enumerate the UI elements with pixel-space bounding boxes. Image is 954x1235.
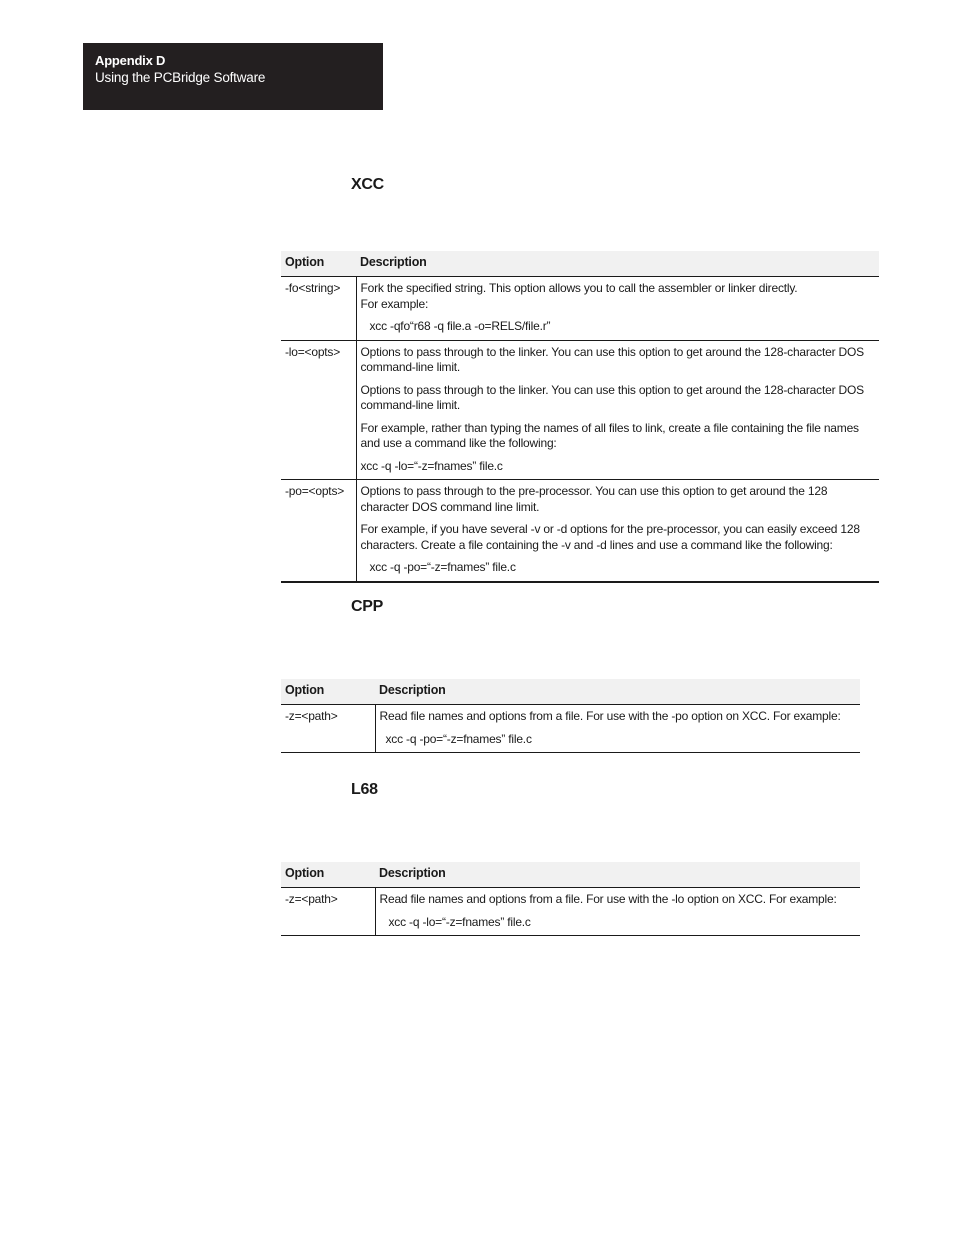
column-header-description: Description xyxy=(375,679,860,705)
option-name: -z=<path> xyxy=(281,705,375,753)
table-row xyxy=(281,277,879,341)
table-header-row xyxy=(281,251,879,277)
option-description xyxy=(375,705,860,753)
table-row xyxy=(281,480,879,582)
command-example: xcc -qfo“r68 -q file.a -o=RELS/file.r” xyxy=(369,319,551,333)
appendix-header xyxy=(83,43,383,110)
section-title-cpp: CPP xyxy=(351,598,383,615)
table-header-row xyxy=(281,862,860,888)
description-text: For example: xyxy=(360,296,429,311)
description-text: For example, if you have several -v or -d options for the pre-processor, you can easily exceed 128 characters. Create a file containing the -v and -d lines and use a command like the following: xyxy=(360,522,860,552)
table-row xyxy=(281,705,860,753)
option-name: -po=<opts> xyxy=(281,480,356,582)
column-header-description: Description xyxy=(356,251,879,277)
option-name: -z=<path> xyxy=(281,888,375,936)
command-example: xcc -q -lo=“-z=fnames” file.c xyxy=(388,914,531,929)
description-text: Options to pass through to the linker. You can use this option to get around the 128-character DOS command-line limit. xyxy=(360,344,864,374)
column-header-option: Option xyxy=(281,679,375,705)
appendix-subtitle: Using the PCBridge Software xyxy=(95,70,266,85)
section-title-l68: L68 xyxy=(351,781,378,798)
column-header-description: Description xyxy=(375,862,860,888)
command-example: xcc -q -po=“-z=fnames” file.c xyxy=(385,731,532,746)
option-description xyxy=(375,888,860,936)
description-text: Options to pass through to the linker. You can use this option to get around the 128-character DOS command-line limit. xyxy=(360,382,864,412)
command-example: xcc -q -lo=“-z=fnames” file.c xyxy=(360,458,503,473)
description-text: Options to pass through to the pre-processor. You can use this option to get around the 128 character DOS command line limit. xyxy=(360,484,828,514)
command-example: xcc -q -po=“-z=fnames” file.c xyxy=(369,560,516,574)
table-row xyxy=(281,888,860,936)
option-description xyxy=(356,340,879,480)
option-name: -lo=<opts> xyxy=(281,340,356,480)
description-text: Read file names and options from a file. For use with the -lo option on XCC. For example: xyxy=(379,892,837,906)
cpp-options-table xyxy=(281,679,860,753)
description-text: Read file names and options from a file. For use with the -po option on XCC. For example: xyxy=(379,709,841,723)
option-description xyxy=(356,277,879,341)
description-text: For example, rather than typing the names of all files to link, create a file containing the file names and use a command like the following: xyxy=(360,420,859,450)
l68-options-table xyxy=(281,862,860,936)
option-description xyxy=(356,480,879,582)
appendix-label: Appendix D xyxy=(95,53,166,68)
table-header-row xyxy=(281,679,860,705)
section-title-xcc: XCC xyxy=(351,176,384,193)
table-row xyxy=(281,340,879,480)
description-text: Fork the specified string. This option allows you to call the assembler or linker directly. xyxy=(360,281,798,295)
column-header-option: Option xyxy=(281,251,356,277)
xcc-options-table xyxy=(281,251,879,583)
column-header-option: Option xyxy=(281,862,375,888)
option-name: -fo<string> xyxy=(281,277,356,341)
